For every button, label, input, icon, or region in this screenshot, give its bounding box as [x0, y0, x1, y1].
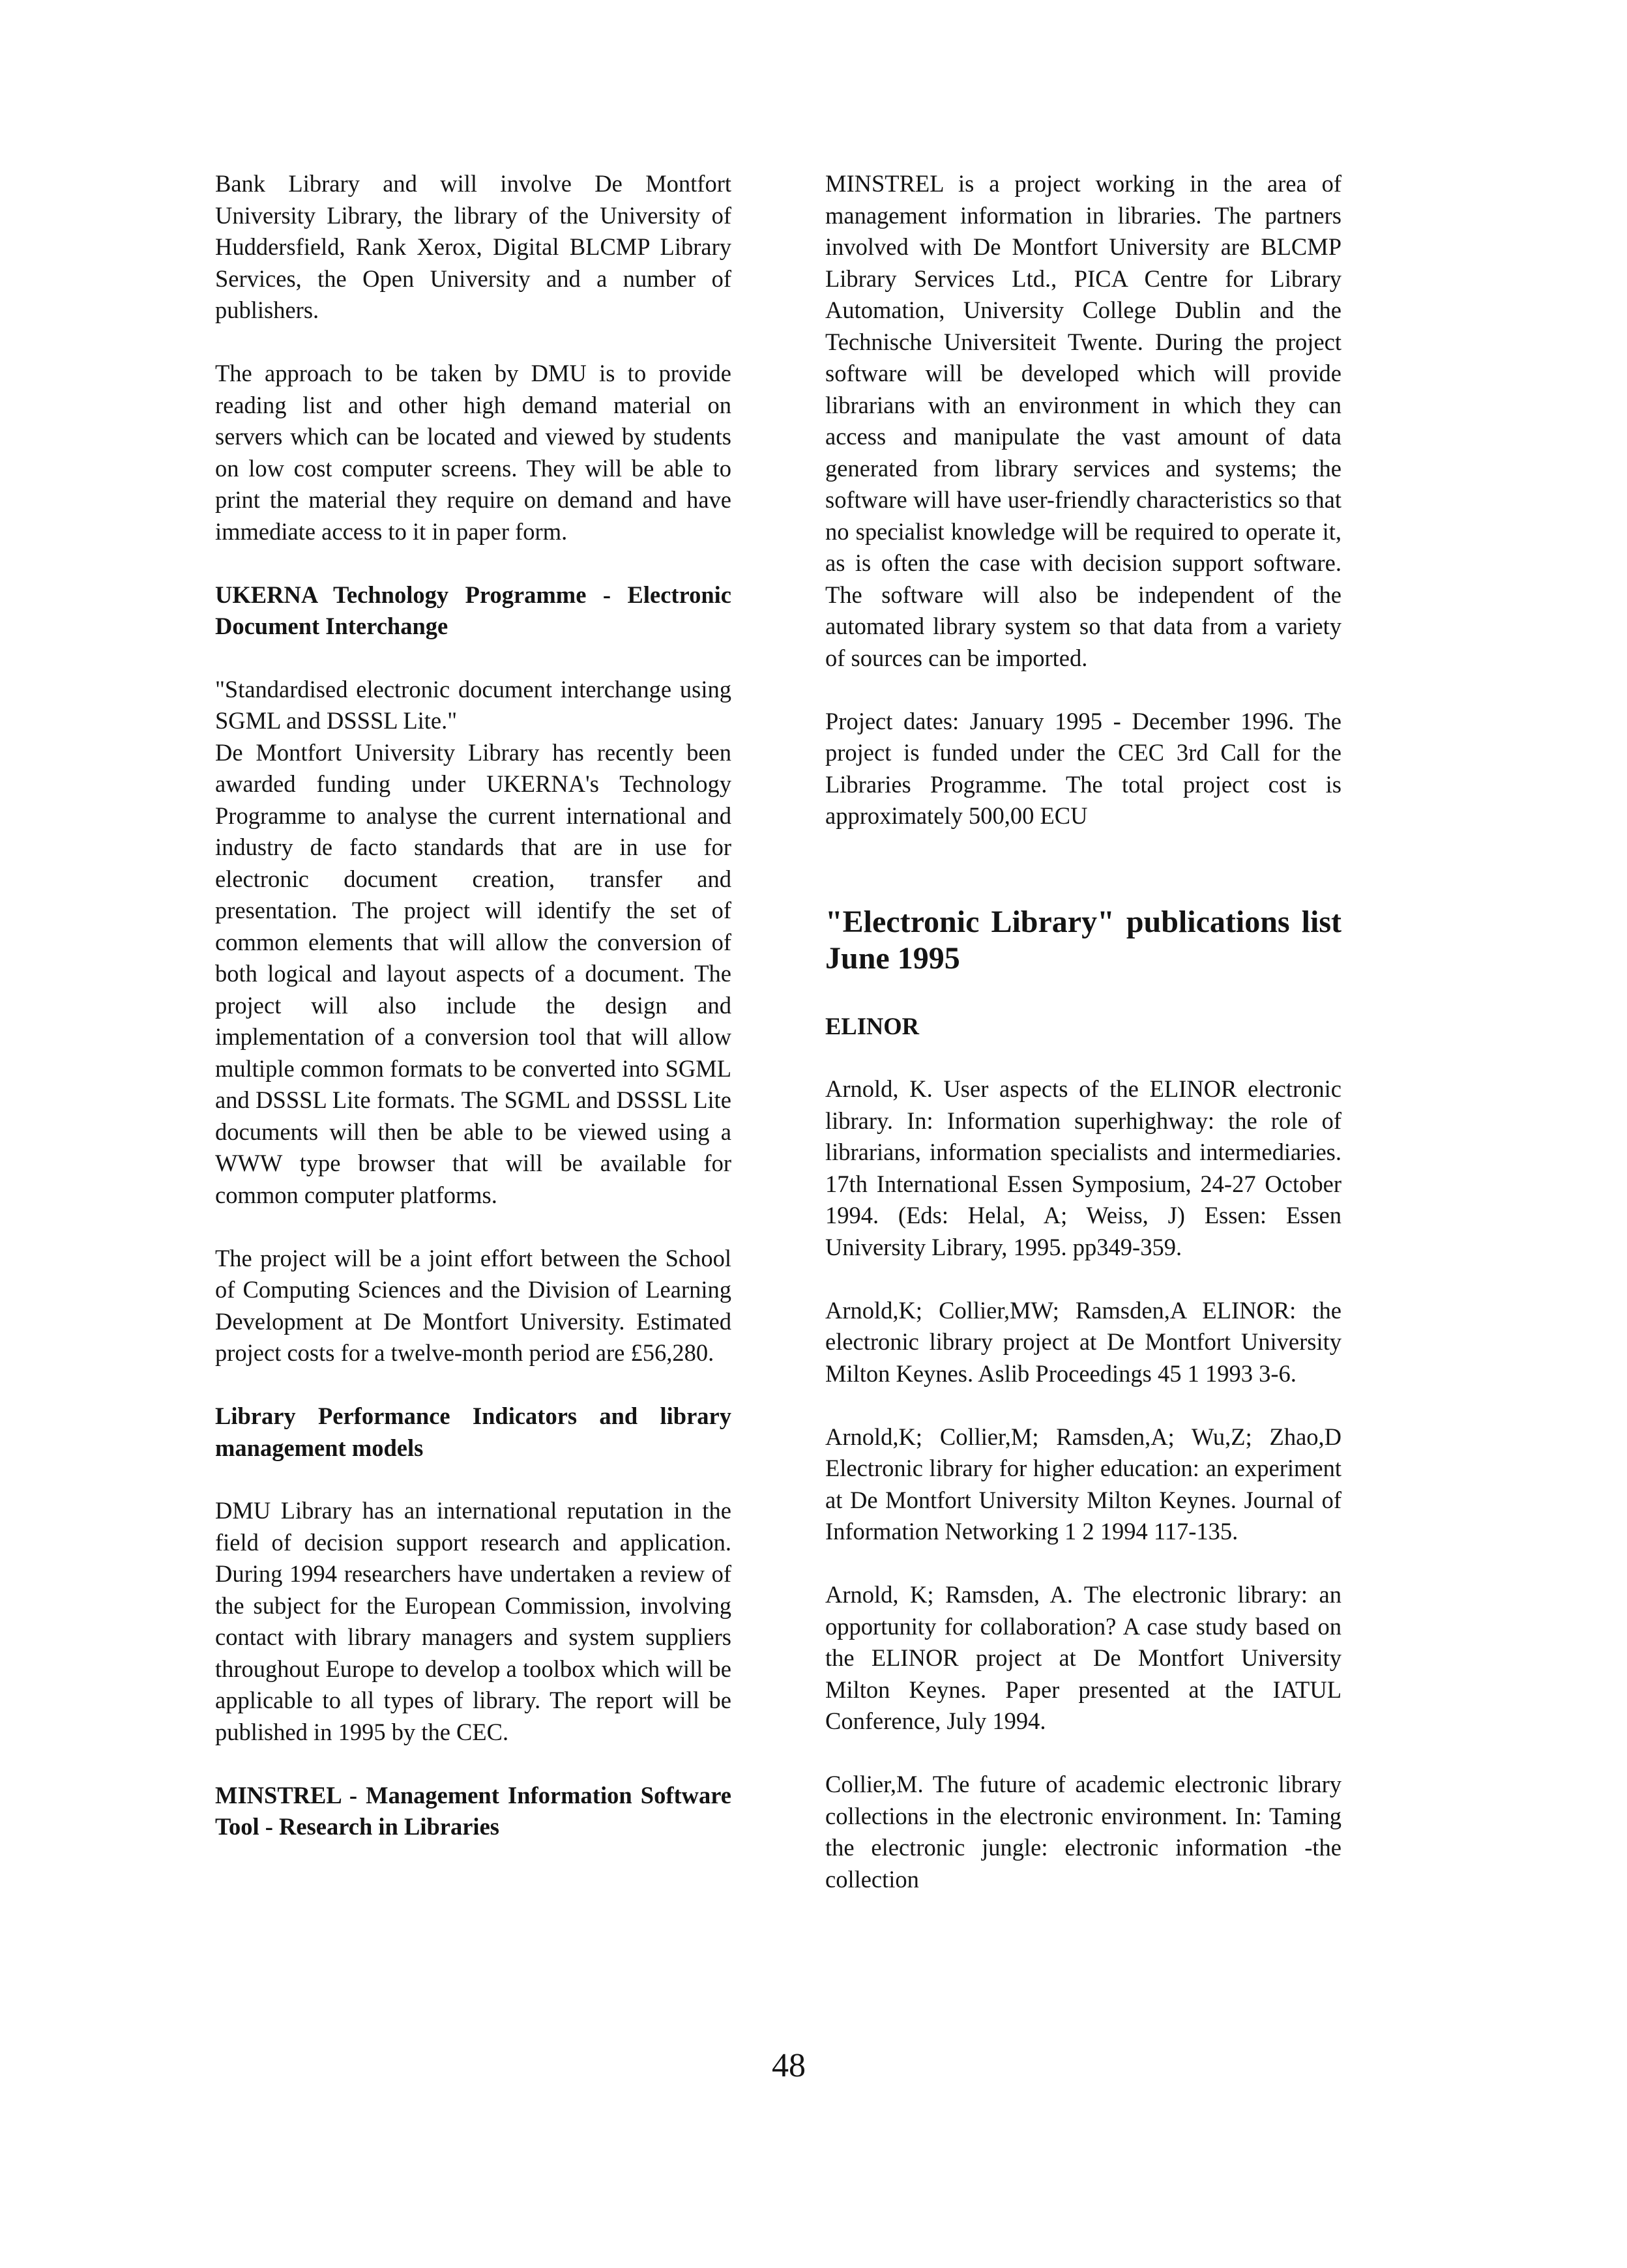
- paragraph-ukerna-quote: "Standardised electronic document interchange using SGML and DSSSL Lite.": [215, 675, 731, 734]
- left-column: [215, 168, 731, 1874]
- paragraph-project-partners: Bank Library and will involve De Montfort University Library, the library of the University of Huddersfield, Rank Xerox, Digital BLCMP Library Services, the Open University and a number of publishers.: [215, 170, 731, 323]
- heading-publications-list: "Electronic Library" publications list June 1995: [825, 904, 1341, 976]
- paragraph-ukerna-funding: De Montfort University Library has recently been awarded funding under UKERNA's Technology Programme to analyse the current international and industry de facto standards that are in use for electronic document creation, transfer and presentation. The project will identify the set of common elements that will allow the conversion of both logical and layout aspects of a document. The project will also include the design and implementation of a conversion tool that will allow multiple common formats to be converted into SGML and DSSSL Lite formats. The SGML and DSSSL Lite documents will then be able to be viewed using a WWW type browser that will be available for common computer platforms.: [215, 738, 731, 1208]
- reference-item: Arnold,K; Collier,M; Ramsden,A; Wu,Z; Zhao,D Electronic library for higher education: an experiment at De Montfort University Milton Keynes. Journal of Information Networking 1 2 1994 117-135.: [825, 1423, 1341, 1545]
- paragraph-minstrel-description: MINSTREL is a project working in the area of management information in libraries. The partners involved with De Montfort University are BLCMP Library Services Ltd., PICA Centre for Library Automation, University College Dublin and the Technische Universiteit Twente. During the project software will be developed which will provide librarians with an environment in which they can access and manipulate the vast amount of data generated from library services and systems; the software will have user-friendly characteristics so that no specialist knowledge will be required to operate it, as is often the case with decision support software. The software will also be independent of the automated library system so that data from a variety of sources can be imported.: [825, 170, 1341, 671]
- reference-item: Arnold,K; Collier,MW; Ramsden,A ELINOR: the electronic library project at De Montfort University Milton Keynes. Aslib Proceedings 45 1 1993 3-6.: [825, 1296, 1341, 1387]
- paragraph-joint-effort: The project will be a joint effort between the School of Computing Sciences and the Division of Learning Development at De Montfort University. Estimated project costs for a twelve-month period are £56,280.: [215, 1244, 731, 1366]
- paragraph-project-dates: Project dates: January 1995 - December 1996. The project is funded under the CEC 3rd Call for the Libraries Programme. The total project cost is approximately 500,00 ECU: [825, 707, 1341, 829]
- heading-performance-indicators: Library Performance Indicators and library management models: [215, 1403, 731, 1461]
- paragraph-dmu-approach: The approach to be taken by DMU is to provide reading list and other high demand material on servers which can be located and viewed by students on low cost computer screens. They will be able to print the material they require on demand and have immediate access to it in paper form.: [215, 360, 731, 545]
- reference-item: Collier,M. The future of academic electronic library collections in the electronic environment. In: Taming the electronic jungle: electronic information -the collection: [825, 1771, 1341, 1893]
- heading-elinor: ELINOR: [825, 1012, 920, 1040]
- right-column: [825, 168, 1341, 1895]
- heading-minstrel: MINSTREL - Management Information Software Tool - Research in Libraries: [215, 1781, 731, 1840]
- paragraph-dmu-reputation: DMU Library has an international reputation in the field of decision support research and application. During 1994 researchers have undertaken a review of the subject for the European Commission, involving contact with library managers and system suppliers throughout Europe to develop a toolbox which will be applicable to all types of library. The report will be published in 1995 by the CEC.: [215, 1497, 731, 1745]
- reference-item: Arnold, K; Ramsden, A. The electronic library: an opportunity for collaboration? A case study based on the ELINOR project at De Montfort University Milton Keynes. Paper presented at the IATUL Conference, July 1994.: [825, 1581, 1341, 1734]
- reference-item: Arnold, K. User aspects of the ELINOR electronic library. In: Information superhighway: the role of librarians, information specialists and intermediaries. 17th International Essen Symposium, 24-27 October 1994. (Eds: Helal, A; Weiss, J) Essen: Essen University Library, 1995. pp349-359.: [825, 1075, 1341, 1260]
- heading-ukerna: UKERNA Technology Programme - Electronic Document Interchange: [215, 581, 731, 639]
- page-number: 48: [772, 2047, 806, 2084]
